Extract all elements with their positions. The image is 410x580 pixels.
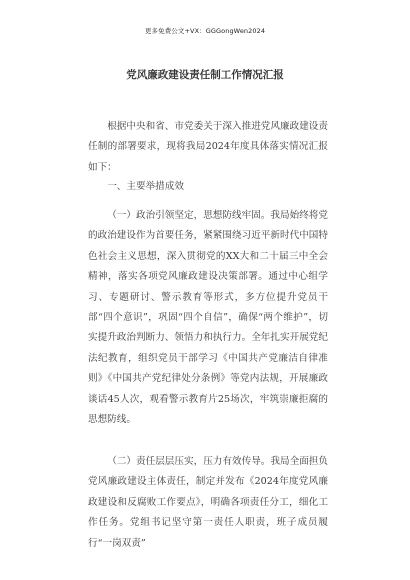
paragraph-political-guidance: （一）政治引领坚定，思想防线牢固。我局始终将党的政治建设作为首要任务，紧紧围绕习近平新时代中国特色社会主义思想，深入贯彻党的XX大和二十届三中全会精神，落实各项党风廉政建设决策部署。通过中心组学习、专题研讨、警示教育等形式，多方位提升党员干部“四个意识”，巩固“四个自信”，确保“两个维护”，切实提升政治判断力、领悟力和执行力。全年扎实开展党纪法纪教育，组织党员干部学习《中国共产党廉洁自律准则》《中国共产党纪律处分条例》等党内法规，开展廉政谈话45人次，观看警示教育片25场次，牢筑崇廉拒腐的思想防线。 [88, 210, 328, 426]
section-heading: 一、主要举措成效 [107, 181, 184, 192]
intro-paragraph: 根据中央和省、市党委关于深入推进党风廉政建设责任制的部署要求，现将我局2024年度具体落实情况汇报如下： [88, 121, 328, 173]
paragraph-responsibility: （二）责任层层压实，压力有效传导。我局全面担负党风廉政建设主体责任，制定并发布《2024年度党风廉政建设和反腐败工作要点》，明确各项责任分工，细化工作任务。党组书记坚守第一责任人职责，班子成员履行“一岗双责” [88, 456, 328, 549]
header-note: 更多免费公文+VX：GGGongWen2024 [144, 27, 266, 35]
document-title: 党风廉政建设责任制工作情况汇报 [126, 69, 284, 81]
